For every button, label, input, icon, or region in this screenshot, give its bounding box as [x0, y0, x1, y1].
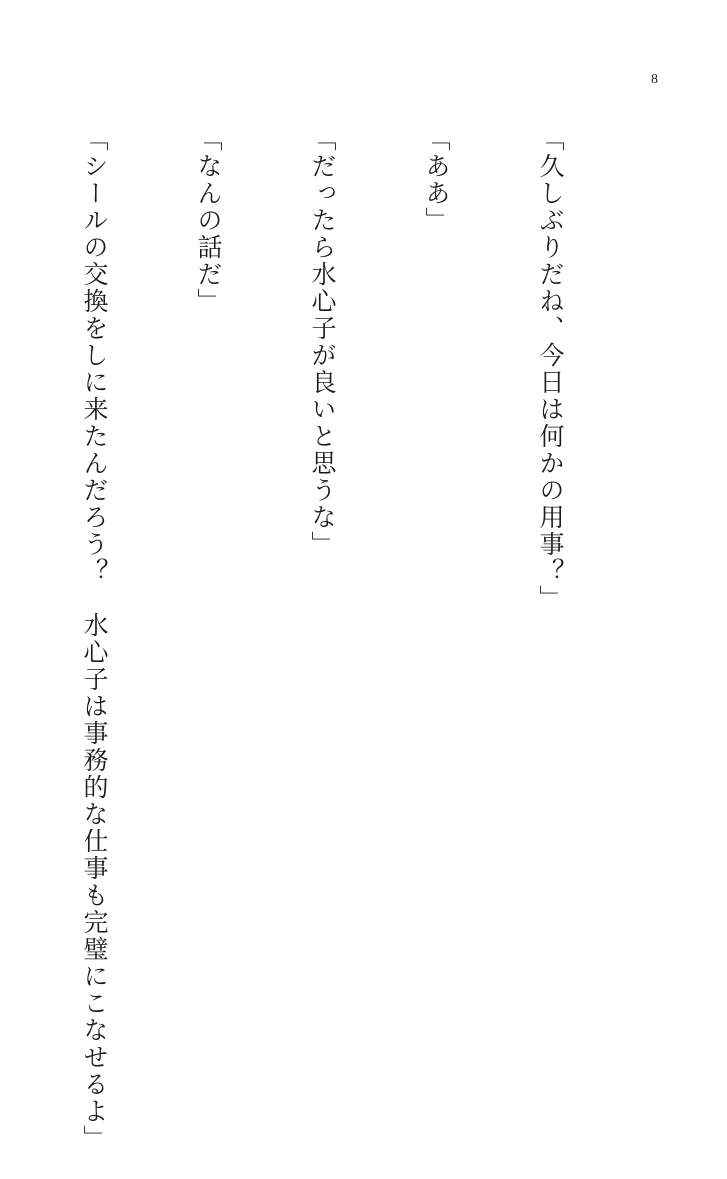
text-line: 「久しぶりだね、今日は何かの用事？」	[536, 126, 565, 612]
text-line: 「だったら水心子が良いと思うな」	[308, 126, 337, 558]
text-line: 「シールの交換をしに来たんだろう？ 水心子は事務的な仕事も完璧にこなせるよ」	[80, 126, 109, 1152]
page-number: 8	[651, 72, 658, 87]
text-line: 「なんの話だ」	[194, 126, 223, 315]
text-line: 「ああ」	[422, 126, 451, 234]
vertical-text-body	[0, 126, 645, 1152]
